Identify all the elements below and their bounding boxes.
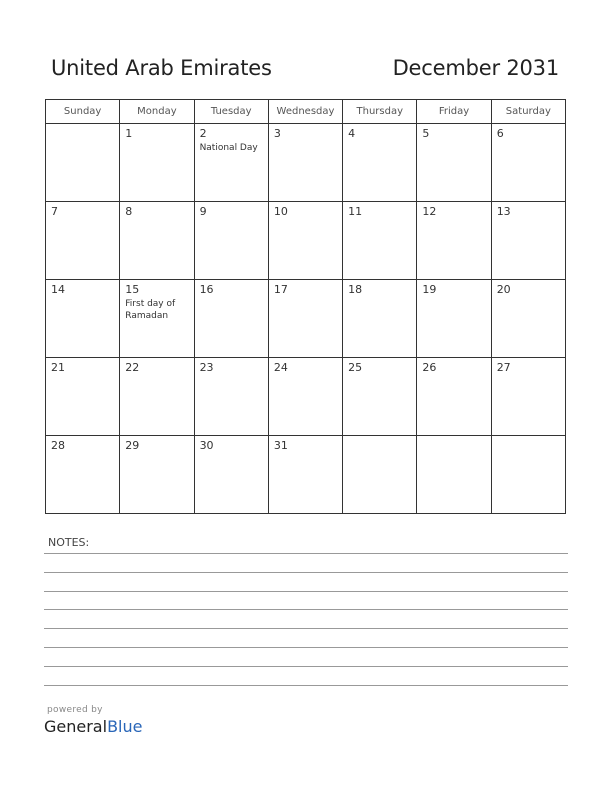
- generalblue-logo: [44, 717, 142, 736]
- day-cell: [194, 358, 268, 436]
- day-number: 5: [422, 127, 430, 140]
- day-number: 10: [273, 205, 288, 218]
- day-number: 24: [273, 361, 288, 374]
- day-cell: [417, 436, 491, 514]
- day-cell: [120, 280, 194, 358]
- day-cell: [194, 124, 268, 202]
- day-cell: [46, 124, 120, 202]
- brand-general: General: [44, 717, 108, 736]
- note-line: [44, 685, 568, 686]
- day-number: 13: [496, 205, 511, 218]
- day-cell: [417, 358, 491, 436]
- weekday-header: Saturday: [491, 100, 565, 124]
- day-number: 20: [496, 283, 511, 296]
- day-number: 21: [51, 361, 65, 374]
- day-number: 28: [51, 439, 65, 452]
- day-number: 7: [51, 205, 58, 218]
- day-cell: [417, 124, 491, 202]
- note-line: [44, 628, 568, 629]
- note-line: [44, 591, 568, 592]
- day-cell: [268, 124, 342, 202]
- day-cell: [46, 358, 120, 436]
- weekday-header-row: [46, 100, 566, 124]
- day-cell: [491, 436, 565, 514]
- day-number: 3: [273, 127, 281, 140]
- day-number: 8: [125, 205, 133, 218]
- day-cell: [343, 358, 417, 436]
- day-number: 17: [273, 283, 288, 296]
- brand-blue: Blue: [107, 717, 143, 736]
- week-row: [46, 124, 566, 202]
- day-cell: [194, 202, 268, 280]
- weekday-header: Thursday: [343, 100, 417, 124]
- day-cell: [268, 436, 342, 514]
- weekday-header: Friday: [417, 100, 491, 124]
- day-cell: [491, 358, 565, 436]
- day-cell: [343, 436, 417, 514]
- day-cell: [46, 280, 120, 358]
- week-row: [46, 280, 566, 358]
- day-number: 30: [199, 439, 214, 452]
- day-cell: [268, 358, 342, 436]
- day-number: 9: [199, 205, 207, 218]
- day-number: 14: [51, 283, 65, 296]
- country-title: United Arab Emirates: [51, 56, 272, 80]
- day-number: 23: [199, 361, 214, 374]
- note-line: [44, 666, 568, 667]
- day-cell: [194, 436, 268, 514]
- day-cell: [46, 436, 120, 514]
- day-cell: [120, 202, 194, 280]
- day-cell: [46, 202, 120, 280]
- holiday-label: National Day: [199, 143, 258, 153]
- day-cell: [343, 280, 417, 358]
- day-number: 2: [199, 127, 207, 140]
- weekday-header: Wednesday: [268, 100, 342, 124]
- weekday-header: Sunday: [46, 100, 120, 124]
- day-cell: [120, 358, 194, 436]
- day-cell: [343, 202, 417, 280]
- day-number: 26: [422, 361, 437, 374]
- note-line: [44, 572, 568, 573]
- day-number: 1: [125, 127, 133, 140]
- day-number: 15: [125, 283, 140, 296]
- day-number: 12: [422, 205, 437, 218]
- day-cell: [343, 124, 417, 202]
- day-number: 6: [496, 127, 504, 140]
- day-cell: [120, 436, 194, 514]
- day-number: 19: [422, 283, 437, 296]
- week-row: [46, 436, 566, 514]
- day-number: 16: [199, 283, 214, 296]
- day-number: 4: [348, 127, 356, 140]
- day-cell: [194, 280, 268, 358]
- day-cell: [491, 124, 565, 202]
- day-number: 27: [496, 361, 511, 374]
- week-row: [46, 358, 566, 436]
- day-number: 25: [348, 361, 363, 374]
- note-line: [44, 553, 568, 554]
- day-cell: [491, 280, 565, 358]
- month-title: December 2031: [392, 56, 559, 80]
- notes-label: NOTES:: [48, 536, 90, 549]
- day-cell: [417, 202, 491, 280]
- holiday-label: First day of Ramadan: [125, 299, 176, 321]
- week-row: [46, 202, 566, 280]
- weekday-header: Monday: [120, 100, 194, 124]
- day-number: 22: [125, 361, 140, 374]
- day-number: 29: [125, 439, 140, 452]
- day-number: 11: [348, 205, 363, 218]
- note-line: [44, 609, 568, 610]
- weekday-header: Tuesday: [194, 100, 268, 124]
- note-line: [44, 647, 568, 648]
- day-number: 18: [348, 283, 363, 296]
- day-cell: [268, 280, 342, 358]
- day-cell: [120, 124, 194, 202]
- powered-by-text: powered by: [47, 705, 103, 715]
- day-number: 31: [273, 439, 288, 452]
- calendar-grid: [45, 99, 566, 514]
- day-cell: [417, 280, 491, 358]
- day-cell: [491, 202, 565, 280]
- day-cell: [268, 202, 342, 280]
